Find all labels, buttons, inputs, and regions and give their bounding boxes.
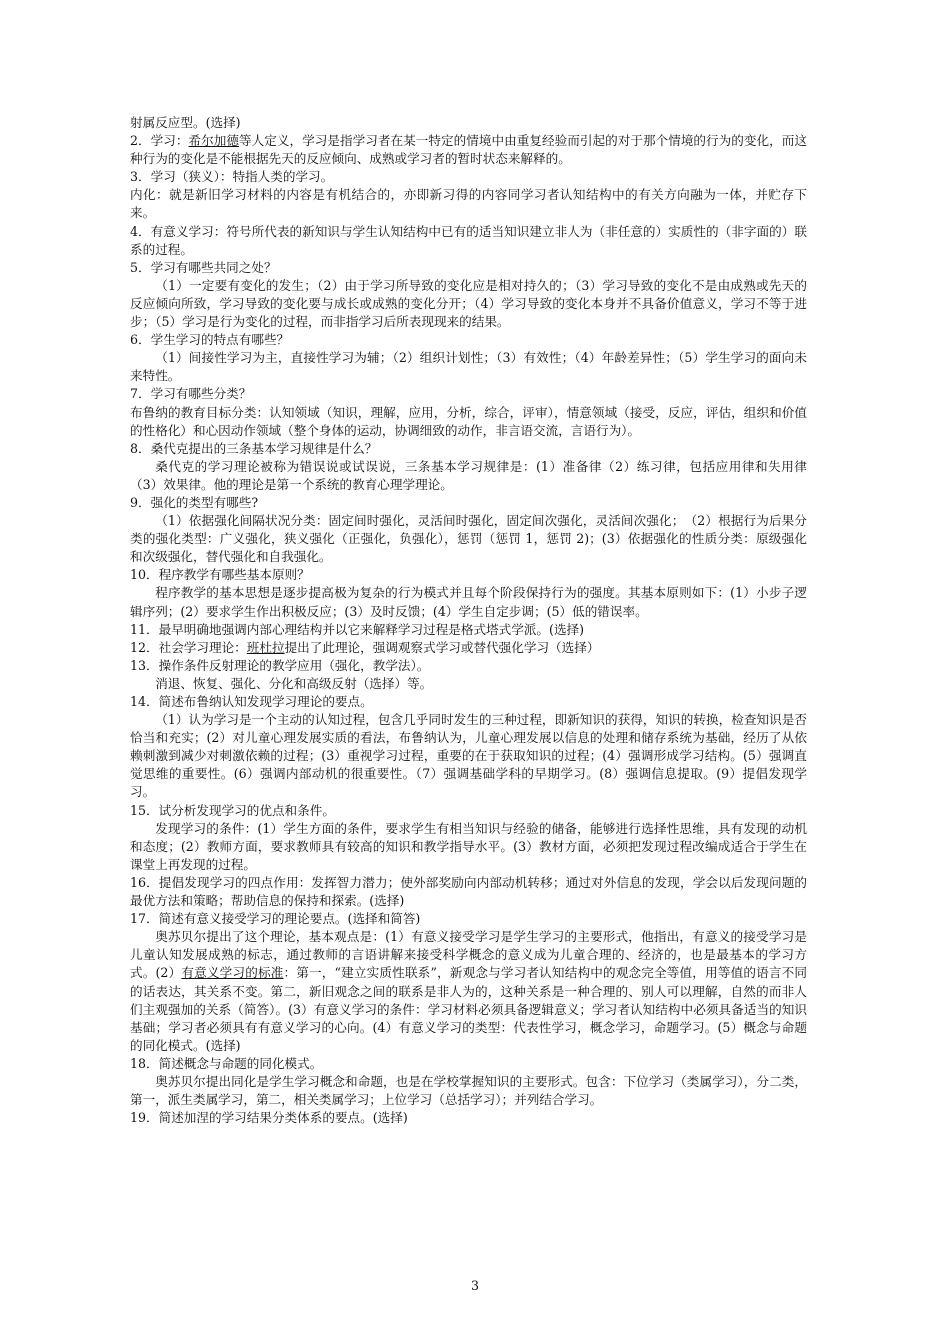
internalization-definition: 内化：就是新旧学习材料的内容是有机结合的，亦即新习得的内容同学习者认知结构中的有关方向融为一体，并贮存下来。 [130,187,807,221]
item-3-learning-narrow: 3．学习（狭义）：特指人类的学习。 [130,169,334,185]
item-10-answer: 程序教学的基本思想是逐步提高极为复杂的行为模式并且每个阶段保持行为的强度。其基本原则如下：(1）小步子逻辑序列；(2）要求学生作出积极反应；(3）及时反馈；(4）学生自定步调；(5）低的错误率。 [130,585,807,619]
meaningful-learning-criteria: 有意义学习的标准 [181,965,284,981]
item-8-answer: 桑代克的学习理论被称为错误说或试误说，三条基本学习规律是：(1）准备律（2）练习律，包括应用律和失用律（3）效果律。他的理论是第一个系统的教育心理学理论。 [130,458,807,492]
item-14-question: 14．简述布鲁纳认知发现学习理论的要点。 [130,694,373,709]
item-17-part-2: ：第一，“建立实质性联系”，新观念与学习者认知结构中的观念完全等值，用等值的语言不同的话表达，其关系不变。第二，新旧观念之间的联系是非人为的，这种关系是一种合理的、别人可以理解，自然的而非人们主观强加的关系（简答）。(3）有意义学习的条件：学习材料必须具备逻辑意义；学习者认知结构中必须具备适当的知识基础；学习者必须具有有意义学习的心向。(4）有意义学习的类型：代表性学习，概念学习，命题学习。(5）概念与命题的同化模式。(选择) [130,965,807,1053]
item-6-question: 6．学生学习的特点有哪些？ [130,332,290,348]
item-7-question: 7．学习有哪些分类？ [130,386,252,402]
item-9-question: 9．强化的类型有哪些? [130,494,259,510]
item-18-answer: 奥苏贝尔提出同化是学生学习概念和命题，也是在学校掌握知识的主要形式。包含：下位学习（类属学习），分二类，第一，派生类属学习，第二，相关类属学习；上位学习（总括学习）；并列结合学习。 [130,1073,807,1108]
item-4-meaningful-learning: 4．有意义学习：符号所代表的新知识与学生认知结构中已有的适当知识建立非人为（非任意的）实质性的（非字面的）联系的过程。 [130,223,807,257]
item-5-answer: （1）一定要有变化的发生；（2）由于学习所导致的变化应是相对持久的；（3）学习导致的变化不是由成熟或先天的反应倾向所致，学习导致的变化要与成长或成熟的变化分开；（4）学习导致的变化本身并不具备价值意义，学习不等于进步；（5）学习是行为变化的过程，而非指学习后所表现现来的结果。 [130,277,807,330]
item-15-answer: 发现学习的条件：(1）学生方面的条件，要求学生有相当知识与经验的储备，能够进行选择性思维，具有发现的动机和态度；(2）教师方面，要求教师具有较高的知识和教学指导水平。(3）教材方面，必须把发现过程改编成适合于学生在课堂上再发现的过程。 [130,820,807,872]
line-reflex-type: 射属反应型。(选择) [130,115,241,130]
item-2-body: 等人定义，学习是指学习者在某一特定的情境中由重复经验而引起的对于那个情境的行为的变化，而这种行为的变化是不能根据先天的反应倾向、成熟或学习者的暂时状态来解释的。 [130,133,808,167]
item-11: 11．最早明确地强调内部心理结构并以它来解释学习过程是格式塔式学派。(选择) [130,621,585,637]
item-6-answer: （1）间接性学习为主，直接性学习为辅；（2）组织计划性；（3）有效性；（4）年龄差异性；（5）学生学习的面向未来特性。 [130,350,807,384]
item-7-answer: 布鲁纳的教育目标分类：认知领域（知识，理解，应用，分析，综合，评审），情意领域（接受，反应，评估，组织和价值的性格化）和心因动作领域（整个身体的运动，协调细致的动作，非言语交流，言语行为）。 [130,404,807,438]
item-9-answer: （1）依据强化间隔状况分类：固定间时强化，灵活间时强化，固定间次强化，灵活间次强化； （2）根据行为后果分类的强化类型：广义强化，狭义强化（正强化，负强化），惩罚（惩罚 1，惩罚 2)；(3）依据强化的性质分类：原级强化和次级强化，替代强化和自我强化。 [130,513,807,565]
item-15-question: 15．试分析发现学习的优点和条件。 [130,802,335,818]
page-content [130,114,807,1127]
item-17-question: 17．简述有意义接受学习的理论要点。(选择和简答) [130,911,421,927]
item-17-answer [130,928,807,1055]
item-13: 13．操作条件反射理论的教学应用（强化，教学法）。 [130,657,430,673]
item-16: 16．提倡发现学习的四点作用：发挥智力潜力；使外部奖励向内部动机转移；通过对外信息的发现，学会以后发现问题的最优方法和策略；帮助信息的保持和探索。(选择) [130,874,807,909]
page-number: 3 [470,1278,479,1293]
name-bandura: 班杜拉 [246,639,285,655]
item-10-question: 10．程序教学有哪些基本原则？ [130,567,310,583]
item-2-learning-definition [130,132,807,168]
item-18-question: 18．简述概念与命题的同化模式。 [130,1055,323,1071]
item-12-body: 提出了此理论，强调观察式学习或替代强化学习（选择） [284,639,600,655]
name-hilgard: 希尔加德 [188,133,240,149]
item-12-prefix: 12．社会学习理论： [130,639,247,655]
item-12-social-learning [130,639,807,657]
item-2-prefix: 2．学习： [130,133,189,149]
item-13-detail: 消退、恢复、强化、分化和高级反射（选择）等。 [155,675,433,691]
item-5-question: 5．学习有哪些共同之处？ [130,259,277,275]
item-8-question: 8．桑代克提出的三条基本学习规律是什么？ [130,440,378,456]
item-19-question: 19．简述加涅的学习结果分类体系的要点。(选择) [130,1110,408,1126]
item-17-part-1: 奥苏贝尔提出了这个理论，基本观点是：(1）有意义接受学习是学生学习的主要形式，他指出，有意义的接受学习是儿童认知发展成熟的标志，通过教师的言语讲解来接受科学概念的意义成为儿童合理的、经济的，也是最基本的学习方式。(2） [130,929,807,981]
item-14-answer: （1）认为学习是一个主动的认知过程，包含几乎同时发生的三种过程，即新知识的获得，知识的转换，检查知识是否恰当和充实；(2）对儿童心理发展实质的看法，布鲁纳认为，儿童心理发展以信息的处理和储存系统为基础，经历了从依赖刺激到减少对刺激依赖的过程；(3）重视学习过程，重要的在于获取知识的过程；(4）强调形成学习结构。(5）强调直觉思维的重要性。(6）强调内部动机的很重要性。（7）强调基础学科的早期学习。(8）强调信息提取。(9）提倡发现学习。 [130,712,807,800]
